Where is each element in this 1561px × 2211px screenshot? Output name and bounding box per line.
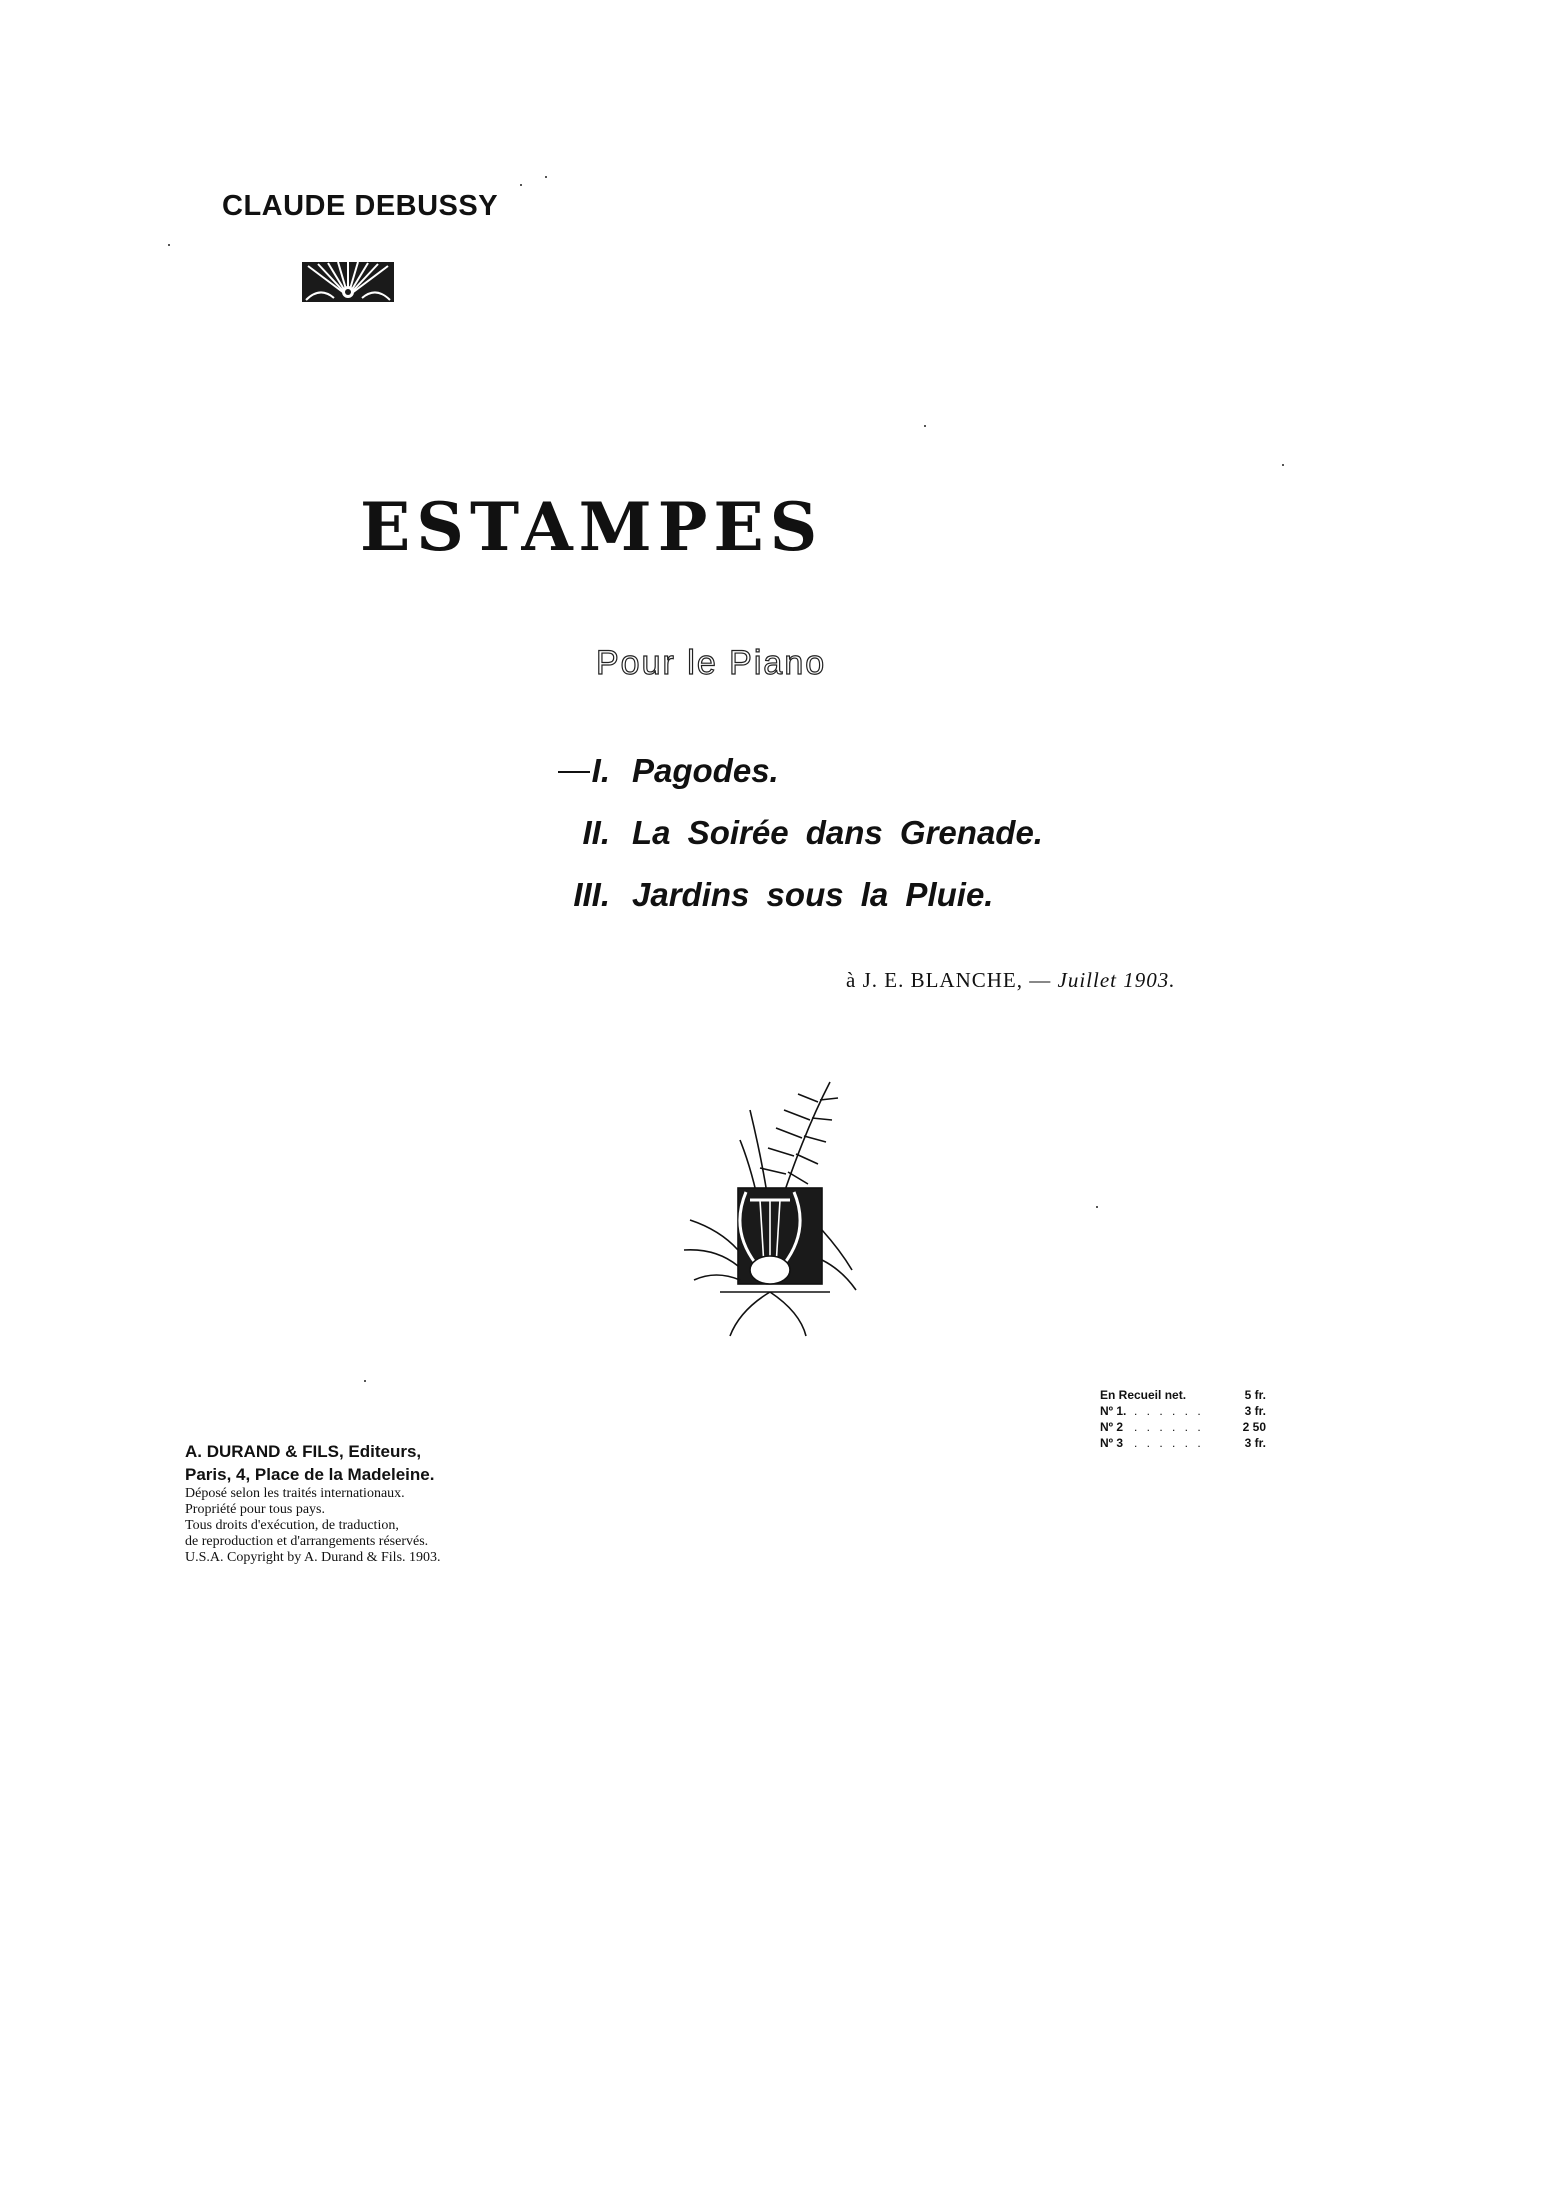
scan-speck: [1096, 1206, 1098, 1208]
dedication: [846, 968, 1175, 993]
publisher-block: [185, 1440, 441, 1566]
leader-dots: . . . . . .: [1134, 1404, 1204, 1418]
legal-line: Propriété pour tous pays.: [185, 1502, 325, 1517]
movement-name: Pagodes.: [632, 752, 779, 789]
publisher-address: Paris, 4, Place de la Madeleine.: [185, 1465, 435, 1484]
dedication-text: à J. E. BLANCHE, —: [846, 968, 1052, 992]
price-label: Nº 2: [1100, 1420, 1124, 1434]
price-label: Nº 1.: [1100, 1404, 1127, 1418]
price-value: 3 fr.: [1244, 1436, 1266, 1450]
price-row: [1100, 1404, 1266, 1420]
page-title: ESTAMPES: [360, 488, 824, 566]
price-label: En Recueil net.: [1100, 1388, 1187, 1402]
movement-name: La Soirée dans Grenade.: [632, 814, 1043, 851]
price-row: [1100, 1436, 1266, 1452]
price-list: [1100, 1388, 1266, 1452]
legal-line: U.S.A. Copyright by A. Durand & Fils. 1903.: [185, 1550, 441, 1565]
fan-ornament-icon: [300, 256, 396, 306]
publisher-name: A. DURAND & FILS, Editeurs,: [185, 1442, 422, 1461]
movement-number: I.: [591, 752, 610, 789]
price-value: 3 fr.: [1244, 1404, 1266, 1418]
scan-speck: [168, 244, 170, 246]
legal-line: Déposé selon les traités internationaux.: [185, 1486, 405, 1501]
price-label: Nº 3: [1100, 1436, 1124, 1450]
scan-speck: [924, 425, 926, 427]
movement-name: Jardins sous la Pluie.: [632, 876, 994, 913]
price-value: 2 50: [1242, 1420, 1266, 1434]
dedication-date: Juillet 1903.: [1057, 968, 1176, 992]
movement-number: II.: [582, 814, 610, 851]
price-row: [1100, 1388, 1266, 1404]
legal-line: Tous droits d'exécution, de traduction,: [185, 1518, 399, 1533]
price-value: 5 fr.: [1244, 1388, 1266, 1402]
scan-speck: [545, 176, 547, 178]
leader-dots: . . . . . .: [1134, 1420, 1204, 1434]
scan-speck: [520, 184, 522, 186]
movement-number: III.: [573, 876, 610, 913]
leader-dots: . . . . . .: [1134, 1436, 1204, 1450]
scan-speck: [1282, 464, 1284, 466]
composer-name: CLAUDE DEBUSSY: [222, 190, 499, 222]
scan-speck: [364, 1380, 366, 1382]
lyre-palm-emblem-icon: [680, 1080, 860, 1340]
subtitle: Pour le Piano: [596, 644, 827, 682]
price-row: [1100, 1420, 1266, 1436]
legal-line: de reproduction et d'arrangements réservés.: [185, 1534, 429, 1549]
